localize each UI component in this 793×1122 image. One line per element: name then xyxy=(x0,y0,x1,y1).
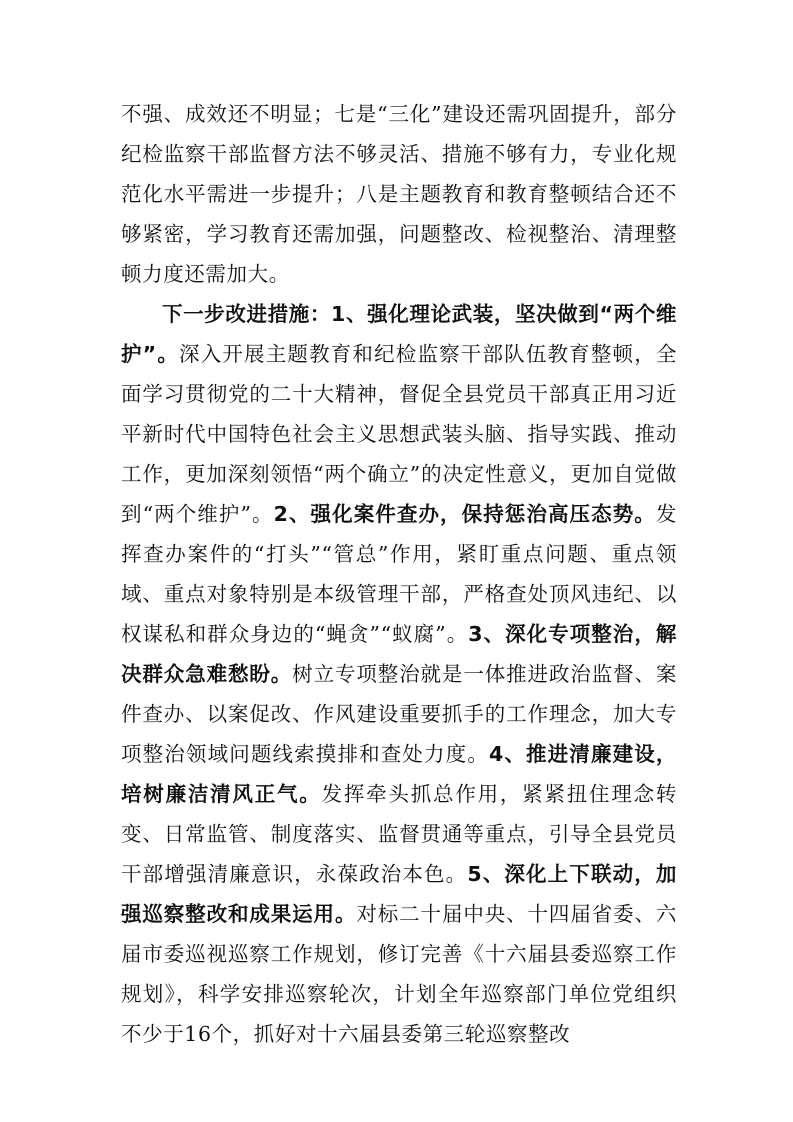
problems-text: 不强、成效还不明显；七是“三化”建设还需巩固提升，部分纪检监察干部监督方法不够灵活、措施不够有力，专业化规范化水平需进一步提升；八是主题教育和教育整顿结合还不够紧密，学习教育还需加强，问题整改、检视整治、清理整顿力度还需加大。 xyxy=(121,102,677,286)
measures-heading-1: 下一步改进措施：1、强化理论武装，坚决做到“两个维护”。 xyxy=(121,302,677,366)
measures-heading-5: 5、深化上下联动，加强巡察整改和成果运用。 xyxy=(121,862,677,926)
measures-text-5: 对标二十届中央、十四届省委、六届市委巡视巡察工作规划，修订完善《十六届县委巡察工作规划》，科学安排巡察轮次，计划全年巡察部门单位党组织不少于16个，抓好对十六届县委第三轮巡察整改 xyxy=(121,902,677,1046)
measures-text-2: 发挥查办案件的“打头”“管总”作用，紧盯重点问题、重点领域、重点对象特别是本级管理干部，严格查处顶风违纪、以权谋私和群众身边的“蝇贪”“蚁腐”。 xyxy=(121,502,677,646)
measures-text-3: 树立专项整治就是一体推进政治监督、案件查办、以案促改、作风建设重要抓手的工作理念，加大专项整治领域问题线索摸排和查处力度。 xyxy=(121,662,677,766)
measures-heading-2: 2、强化案件查办，保持惩治高压态势。 xyxy=(273,502,656,526)
measures-text-1: 深入开展主题教育和纪检监察干部队伍教育整顿，全面学习贯彻党的二十大精神，督促全县党员干部真正用习近平新时代中国特色社会主义思想武装头脑、指导实践、推动工作，更加深刻领悟“两个确立”的决定性意义，更加自觉做到“两个维护”。 xyxy=(121,342,677,526)
measures-heading-3: 3、深化专项整治，解决群众急难愁盼。 xyxy=(121,622,677,686)
document-body xyxy=(121,94,677,1054)
measures-text-4: 发挥牵头抓总作用，紧紧扭住理念转变、日常监管、制度落实、监督贯通等重点，引导全县党员干部增强清廉意识，永葆政治本色。 xyxy=(121,782,677,886)
paragraph-problems xyxy=(121,94,677,294)
measures-heading-4: 4、推进清廉建设，培树廉洁清风正气。 xyxy=(121,742,677,806)
paragraph-improvement-measures xyxy=(121,294,677,1054)
